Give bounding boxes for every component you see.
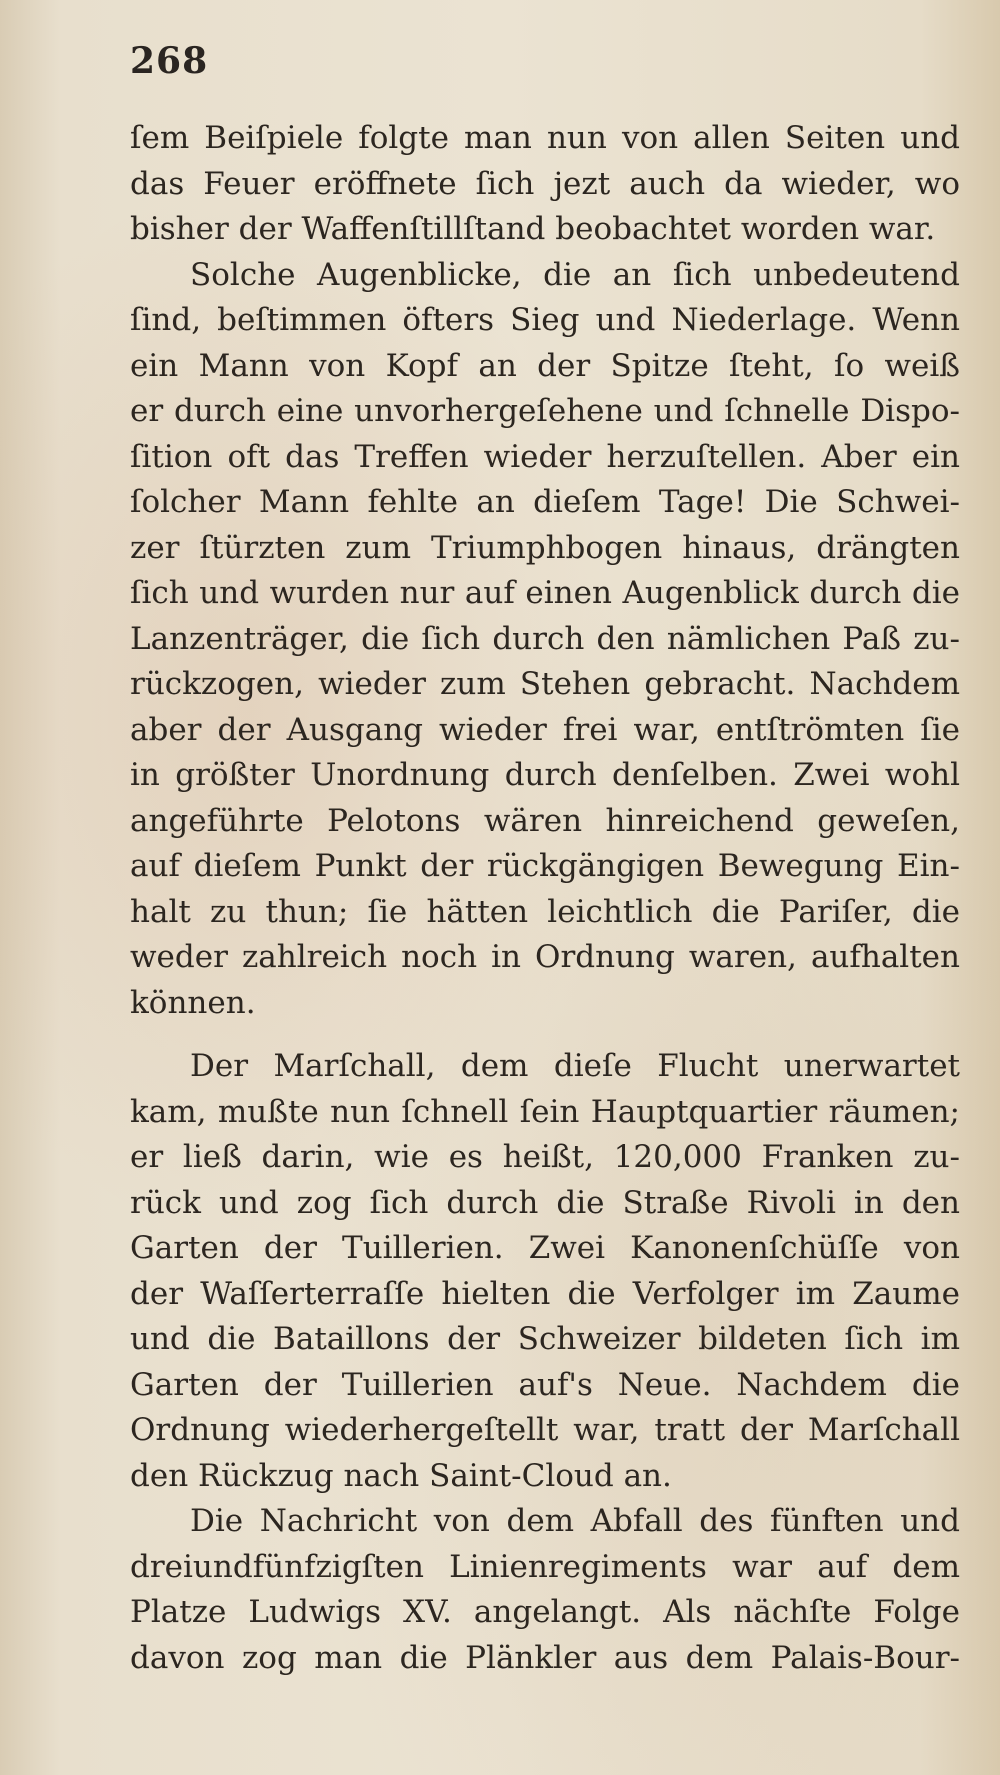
text-line: in größter Unordnung durch denſelben. Zwei wohl <box>130 757 960 793</box>
text-line: Die Nachricht von dem Abfall des fünften und <box>190 1503 960 1539</box>
page-number: 268 <box>130 40 209 82</box>
text-line: ſind, beſtimmen öfters Sieg und Niederlage. Wenn <box>130 302 960 338</box>
text-line: halt zu thun; ſie hätten leichtlich die Pariſer, die <box>130 893 960 930</box>
text-line: Garten der Tuillerien auf's Neue. Nachdem die <box>130 1366 960 1403</box>
text-line: Platze Ludwigs XV. angelangt. Als nächſte Folge <box>130 1594 960 1630</box>
text-line: rück und zog ſich durch die Straße Rivoli in den <box>130 1184 960 1221</box>
text-line: dreiundfünfzigſten Linienregiments war auf dem <box>130 1548 960 1585</box>
text-line: weder zahlreich noch in Ordnung waren, aufhalten <box>130 939 960 975</box>
text-line: ſich und wurden nur auf einen Augenblick durch die <box>130 575 960 611</box>
text-line: aber der Ausgang wieder frei war, entſtrömten ſie <box>130 711 960 748</box>
text-line: auf dieſem Punkt der rückgängigen Bewegung Ein- <box>130 848 960 884</box>
text-line: angeführte Pelotons wären hinreichend geweſen, <box>130 802 960 839</box>
text-line: rückzogen, wieder zum Stehen gebracht. Nachdem <box>130 666 960 702</box>
text-line: ſition oft das Treffen wieder herzuſtellen. Aber ein <box>130 438 960 475</box>
text-line: zer ſtürzten zum Triumphbogen hinaus, drängten <box>130 529 960 566</box>
text-line: ſolcher Mann fehlte an dieſem Tage! Die Schwei- <box>130 484 960 520</box>
text-line: kam, mußte nun ſchnell ſein Hauptquartier räumen; <box>130 1093 960 1130</box>
text-line: und die Bataillons der Schweizer bildeten ſich im <box>130 1321 960 1357</box>
text-line: den Rückzug nach Saint-Cloud an. <box>130 1457 672 1494</box>
text-line: ein Mann von Kopf an der Spitze ſteht, ſo weiß <box>130 347 960 384</box>
text-line: er ließ darin, wie es heißt, 120,000 Franken zu- <box>130 1139 960 1175</box>
text-line: der Waſſerterraſſe hielten die Verfolger im Zaume <box>130 1275 960 1312</box>
text-line: können. <box>130 984 256 1021</box>
text-line: Lanzenträger, die ſich durch den nämlichen Paß zu- <box>130 620 960 657</box>
text-line: das Feuer eröffnete ſich jezt auch da wieder, wo <box>130 165 960 202</box>
text-line: Garten der Tuillerien. Zwei Kanonenſchüſſe von <box>130 1230 960 1266</box>
text-line: er durch eine unvorhergeſehene und ſchnelle Dispo- <box>130 393 960 429</box>
text-line: davon zog man die Plänkler aus dem Palais-Bour- <box>130 1639 960 1676</box>
text-line: Ordnung wiederhergeſtellt war, tratt der Marſchall <box>130 1412 960 1448</box>
body-text <box>130 116 960 1681</box>
text-line: Solche Augenblicke, die an ſich unbedeutend <box>190 256 960 293</box>
text-line: bisher der Waffenſtillſtand beobachtet worden war. <box>130 211 936 247</box>
text-line: ſem Beiſpiele folgte man nun von allen Seiten und <box>130 120 960 156</box>
text-line: Der Marſchall, dem dieſe Flucht unerwartet <box>190 1048 960 1084</box>
